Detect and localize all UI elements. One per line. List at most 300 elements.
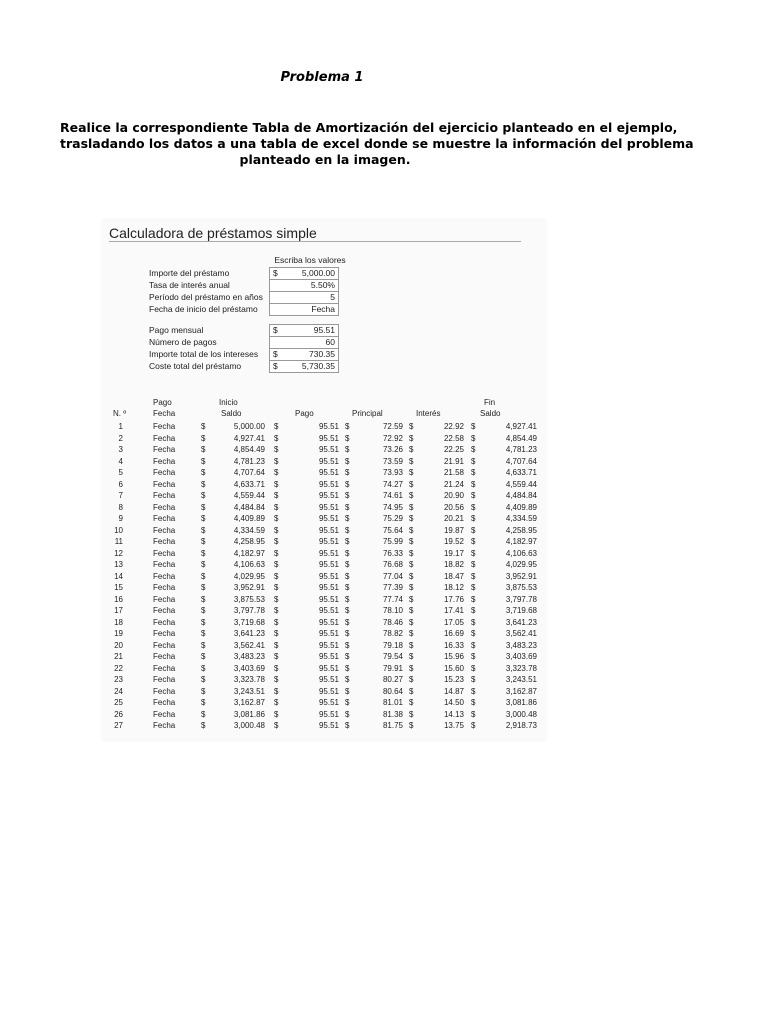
cell-interes: 18.12: [443, 583, 464, 592]
cell-currency: $: [345, 606, 350, 615]
cell-interes: 17.05: [443, 617, 464, 627]
cell-pago: 95.51: [318, 514, 339, 523]
cell-fin-saldo: 3,952.91: [505, 571, 537, 581]
cell-fin-saldo: 4,258.95: [505, 525, 537, 535]
cell-currency: $: [345, 663, 350, 673]
table-row: [109, 422, 539, 434]
cell-saldo: 4,029.95: [233, 571, 265, 581]
cell-pago: 95.51: [318, 445, 339, 454]
cell-currency: $: [409, 606, 414, 615]
cell-fin-saldo: 3,243.51: [505, 675, 537, 684]
param-label: Fecha de inicio del préstamo: [149, 304, 258, 314]
cell-fin-saldo: 3,641.23: [505, 617, 537, 627]
param-label: Importe del préstamo: [149, 268, 230, 278]
param-label: Número de pagos: [149, 337, 217, 347]
cell-principal: 81.38: [382, 709, 403, 719]
input-row: [149, 268, 449, 279]
cell-fin-saldo: 3,562.41: [505, 629, 537, 638]
cell-pago: 95.51: [318, 525, 339, 535]
cell-fecha: Fecha: [153, 491, 176, 500]
loan-calculator-image: [101, 218, 547, 742]
cell-fecha: Fecha: [153, 709, 176, 719]
cell-num: 24: [114, 686, 123, 696]
cell-currency: $: [409, 502, 414, 512]
cell-currency: $: [274, 468, 279, 477]
cell-interes: 19.17: [443, 548, 464, 558]
table-row: [109, 572, 539, 584]
output-row: [149, 361, 449, 372]
header-fin-saldo: Saldo: [480, 409, 501, 418]
cell-currency: $: [274, 583, 279, 592]
cell-interes: 15.96: [443, 652, 464, 661]
cell-currency: $: [274, 606, 279, 615]
table-row: [109, 675, 539, 687]
cell-currency: $: [471, 686, 476, 696]
cell-currency: $: [201, 422, 206, 431]
cell-currency: $: [201, 640, 206, 650]
cell-principal: 74.61: [382, 491, 403, 500]
cell-currency: $: [201, 433, 206, 443]
cell-currency: $: [471, 652, 476, 661]
cell-currency: $: [201, 698, 206, 707]
cell-currency: $: [345, 617, 350, 627]
cell-principal: 72.92: [382, 433, 403, 443]
cell-num: 11: [114, 537, 123, 546]
page-title: Problema 1: [280, 70, 364, 85]
table-row: [109, 641, 539, 653]
cell-currency: $: [201, 514, 206, 523]
param-label: Período del préstamo en años: [149, 292, 263, 302]
cell-currency: $: [274, 675, 279, 684]
table-row: [109, 687, 539, 699]
cell-num: 25: [114, 698, 123, 707]
cell-fecha: Fecha: [153, 433, 176, 443]
cell-currency: $: [409, 675, 414, 684]
cell-pago: 95.51: [318, 422, 339, 431]
cell-currency: $: [409, 514, 414, 523]
cell-saldo: 4,559.44: [233, 491, 265, 500]
table-row: [109, 698, 539, 710]
table-row: [109, 710, 539, 722]
param-value: 60: [325, 337, 335, 347]
cell-pago: 95.51: [318, 629, 339, 638]
cell-principal: 80.27: [382, 675, 403, 684]
cell-currency: $: [345, 629, 350, 638]
cell-currency: $: [345, 640, 350, 650]
cell-currency: $: [201, 629, 206, 638]
header-num: N. º: [113, 409, 127, 418]
cell-currency: $: [471, 606, 476, 615]
cell-saldo: 3,875.53: [233, 594, 265, 604]
cell-num: 13: [114, 560, 123, 569]
cell-interes: 22.25: [443, 445, 464, 454]
cell-currency: $: [345, 468, 350, 477]
cell-principal: 78.46: [382, 617, 403, 627]
param-cell: [269, 360, 339, 373]
cell-currency: $: [201, 594, 206, 604]
cell-interes: 21.24: [443, 479, 464, 489]
cell-interes: 21.58: [443, 468, 464, 477]
cell-currency: $: [201, 491, 206, 500]
cell-currency: $: [274, 721, 279, 730]
cell-fin-saldo: 4,927.41: [505, 422, 537, 431]
cell-fin-saldo: 3,403.69: [505, 652, 537, 661]
input-row: [149, 280, 449, 291]
cell-currency: $: [409, 433, 414, 443]
table-row: [109, 537, 539, 549]
cell-currency: $: [274, 502, 279, 512]
cell-pago: 95.51: [318, 537, 339, 546]
cell-currency: $: [345, 560, 350, 569]
cell-currency: $: [471, 640, 476, 650]
cell-currency: $: [201, 525, 206, 535]
cell-currency: $: [201, 606, 206, 615]
cell-principal: 72.59: [382, 422, 403, 431]
cell-fecha: Fecha: [153, 629, 176, 638]
cell-currency: $: [471, 456, 476, 466]
cell-currency: $: [345, 698, 350, 707]
cell-currency: $: [274, 537, 279, 546]
cell-currency: $: [274, 548, 279, 558]
cell-saldo: 3,641.23: [233, 629, 265, 638]
output-row: [149, 325, 449, 336]
cell-pago: 95.51: [318, 640, 339, 650]
cell-num: 4: [118, 456, 123, 466]
header-pago: Pago: [295, 409, 314, 418]
cell-currency: $: [201, 686, 206, 696]
cell-currency: $: [201, 675, 206, 684]
input-header: Escriba los valores: [274, 255, 346, 265]
param-currency: $: [273, 361, 278, 371]
cell-currency: $: [274, 571, 279, 581]
cell-saldo: 3,243.51: [233, 686, 265, 696]
param-currency: $: [273, 349, 278, 359]
cell-pago: 95.51: [318, 698, 339, 707]
cell-fecha: Fecha: [153, 468, 176, 477]
cell-num: 3: [118, 445, 123, 454]
cell-principal: 76.33: [382, 548, 403, 558]
cell-currency: $: [201, 571, 206, 581]
table-row: [109, 491, 539, 503]
cell-interes: 20.90: [443, 491, 464, 500]
cell-fin-saldo: 4,409.89: [505, 502, 537, 512]
cell-currency: $: [274, 652, 279, 661]
cell-fecha: Fecha: [153, 479, 176, 489]
cell-currency: $: [471, 663, 476, 673]
cell-currency: $: [345, 491, 350, 500]
cell-principal: 81.01: [382, 698, 403, 707]
param-label: Importe total de los intereses: [149, 349, 259, 359]
cell-interes: 18.47: [443, 571, 464, 581]
cell-pago: 95.51: [318, 652, 339, 661]
cell-num: 21: [114, 652, 123, 661]
cell-interes: 19.52: [443, 537, 464, 546]
cell-num: 14: [114, 571, 123, 581]
cell-saldo: 4,707.64: [233, 468, 265, 477]
param-label: Tasa de interés anual: [149, 280, 230, 290]
cell-saldo: 3,797.78: [233, 606, 265, 615]
table-row: [109, 468, 539, 480]
param-value: 5.50%: [310, 280, 335, 290]
cell-num: 20: [114, 640, 123, 650]
cell-num: 5: [118, 468, 123, 477]
cell-currency: $: [409, 445, 414, 454]
cell-pago: 95.51: [318, 617, 339, 627]
cell-currency: $: [409, 594, 414, 604]
cell-interes: 15.60: [443, 663, 464, 673]
cell-principal: 77.74: [382, 594, 403, 604]
cell-fin-saldo: 3,875.53: [505, 583, 537, 592]
cell-currency: $: [274, 491, 279, 500]
table-row: [109, 595, 539, 607]
cell-saldo: 3,562.41: [233, 640, 265, 650]
cell-interes: 19.87: [443, 525, 464, 535]
param-value: Fecha: [311, 304, 335, 314]
cell-currency: $: [274, 433, 279, 443]
param-value: 5,000.00: [301, 268, 335, 278]
cell-currency: $: [274, 514, 279, 523]
cell-pago: 95.51: [318, 663, 339, 673]
cell-fecha: Fecha: [153, 445, 176, 454]
cell-fecha: Fecha: [153, 617, 176, 627]
cell-num: 27: [114, 721, 123, 730]
cell-currency: $: [471, 445, 476, 454]
cell-saldo: 4,484.84: [233, 502, 265, 512]
cell-currency: $: [409, 652, 414, 661]
cell-currency: $: [345, 721, 350, 730]
cell-fecha: Fecha: [153, 686, 176, 696]
header-saldo: Saldo: [221, 409, 242, 418]
table-row: [109, 583, 539, 595]
cell-pago: 95.51: [318, 456, 339, 466]
cell-currency: $: [201, 479, 206, 489]
cell-interes: 22.58: [443, 433, 464, 443]
cell-currency: $: [409, 525, 414, 535]
table-row: [109, 721, 539, 733]
cell-currency: $: [471, 617, 476, 627]
cell-num: 8: [118, 502, 123, 512]
cell-principal: 73.59: [382, 456, 403, 466]
cell-num: 7: [118, 491, 123, 500]
cell-num: 6: [118, 479, 123, 489]
cell-fin-saldo: 3,483.23: [505, 640, 537, 650]
cell-principal: 79.54: [382, 652, 403, 661]
cell-num: 22: [114, 663, 123, 673]
table-row: [109, 629, 539, 641]
cell-currency: $: [274, 479, 279, 489]
cell-fin-saldo: 4,781.23: [505, 445, 537, 454]
cell-saldo: 4,781.23: [233, 456, 265, 466]
cell-currency: $: [345, 709, 350, 719]
cell-saldo: 4,258.95: [233, 537, 265, 546]
cell-interes: 17.41: [443, 606, 464, 615]
cell-num: 12: [114, 548, 123, 558]
intro-line: Realice la correspondiente Tabla de Amortización del ejercicio planteado en el ejemplo,: [60, 120, 678, 135]
cell-currency: $: [471, 675, 476, 684]
cell-currency: $: [471, 537, 476, 546]
cell-saldo: 4,409.89: [233, 514, 265, 523]
cell-currency: $: [409, 560, 414, 569]
cell-currency: $: [274, 456, 279, 466]
cell-currency: $: [201, 548, 206, 558]
cell-fin-saldo: 3,323.78: [505, 663, 537, 673]
cell-currency: $: [409, 698, 414, 707]
cell-fin-saldo: 4,182.97: [505, 537, 537, 546]
cell-currency: $: [201, 560, 206, 569]
cell-principal: 75.99: [382, 537, 403, 546]
cell-principal: 75.29: [382, 514, 403, 523]
cell-pago: 95.51: [318, 491, 339, 500]
cell-fin-saldo: 4,106.63: [505, 548, 537, 558]
cell-currency: $: [274, 663, 279, 673]
cell-saldo: 4,182.97: [233, 548, 265, 558]
cell-saldo: 3,323.78: [233, 675, 265, 684]
cell-pago: 95.51: [318, 571, 339, 581]
header-fin-top: Fin: [484, 398, 496, 407]
cell-principal: 76.68: [382, 560, 403, 569]
cell-principal: 73.93: [382, 468, 403, 477]
table-row: [109, 457, 539, 469]
cell-currency: $: [409, 548, 414, 558]
cell-principal: 77.04: [382, 571, 403, 581]
table-row: [109, 618, 539, 630]
cell-currency: $: [471, 479, 476, 489]
cell-pago: 95.51: [318, 709, 339, 719]
cell-interes: 17.76: [443, 594, 464, 604]
cell-currency: $: [471, 548, 476, 558]
cell-currency: $: [345, 537, 350, 546]
cell-currency: $: [345, 456, 350, 466]
table-row: [109, 514, 539, 526]
cell-currency: $: [201, 617, 206, 627]
cell-interes: 22.92: [443, 422, 464, 431]
cell-pago: 95.51: [318, 594, 339, 604]
cell-pago: 95.51: [318, 479, 339, 489]
cell-currency: $: [409, 721, 414, 730]
cell-saldo: 4,106.63: [233, 560, 265, 569]
cell-principal: 77.39: [382, 583, 403, 592]
header-principal: Principal: [352, 409, 383, 418]
cell-interes: 20.21: [443, 514, 464, 523]
cell-currency: $: [345, 433, 350, 443]
cell-fecha: Fecha: [153, 422, 176, 431]
cell-currency: $: [409, 640, 414, 650]
cell-currency: $: [274, 560, 279, 569]
cell-currency: $: [471, 629, 476, 638]
cell-currency: $: [409, 537, 414, 546]
cell-saldo: 4,854.49: [233, 445, 265, 454]
table-row: [109, 664, 539, 676]
table-row: [109, 606, 539, 618]
cell-fecha: Fecha: [153, 652, 176, 661]
cell-currency: $: [409, 686, 414, 696]
cell-currency: $: [471, 698, 476, 707]
cell-currency: $: [201, 537, 206, 546]
cell-saldo: 4,633.71: [233, 479, 265, 489]
cell-currency: $: [409, 629, 414, 638]
cell-currency: $: [409, 479, 414, 489]
cell-pago: 95.51: [318, 560, 339, 569]
cell-currency: $: [274, 698, 279, 707]
cell-saldo: 3,162.87: [233, 698, 265, 707]
cell-currency: $: [409, 422, 414, 431]
cell-principal: 78.82: [382, 629, 403, 638]
cell-currency: $: [274, 709, 279, 719]
cell-currency: $: [201, 502, 206, 512]
cell-num: 2: [118, 433, 123, 443]
cell-interes: 14.87: [443, 686, 464, 696]
cell-fin-saldo: 3,000.48: [505, 709, 537, 719]
cell-fecha: Fecha: [153, 640, 176, 650]
cell-fecha: Fecha: [153, 502, 176, 512]
cell-fecha: Fecha: [153, 606, 176, 615]
cell-currency: $: [345, 571, 350, 581]
cell-interes: 14.50: [443, 698, 464, 707]
cell-currency: $: [471, 468, 476, 477]
cell-fin-saldo: 4,633.71: [505, 468, 537, 477]
table-row: [109, 526, 539, 538]
cell-currency: $: [409, 709, 414, 719]
cell-pago: 95.51: [318, 548, 339, 558]
cell-saldo: 3,403.69: [233, 663, 265, 673]
cell-fecha: Fecha: [153, 537, 176, 546]
cell-currency: $: [345, 652, 350, 661]
cell-saldo: 3,483.23: [233, 652, 265, 661]
cell-fin-saldo: 4,029.95: [505, 560, 537, 569]
cell-currency: $: [201, 468, 206, 477]
cell-currency: $: [471, 583, 476, 592]
header-fecha: Fecha: [153, 409, 176, 418]
param-value: 95.51: [313, 325, 335, 335]
cell-currency: $: [409, 468, 414, 477]
cell-fecha: Fecha: [153, 548, 176, 558]
cell-fecha: Fecha: [153, 514, 176, 523]
cell-interes: 21.91: [443, 456, 464, 466]
cell-fecha: Fecha: [153, 721, 176, 730]
cell-currency: $: [409, 583, 414, 592]
table-row: [109, 503, 539, 515]
cell-fin-saldo: 3,797.78: [505, 594, 537, 604]
table-row: [109, 549, 539, 561]
cell-currency: $: [201, 583, 206, 592]
cell-interes: 13.75: [443, 721, 464, 730]
cell-currency: $: [201, 652, 206, 661]
cell-interes: 14.13: [443, 709, 464, 719]
cell-saldo: 3,000.48: [233, 721, 265, 730]
param-value: 5,730.35: [301, 361, 335, 371]
cell-fecha: Fecha: [153, 456, 176, 466]
cell-num: 18: [114, 617, 123, 627]
cell-principal: 80.64: [382, 686, 403, 696]
cell-saldo: 3,952.91: [233, 583, 265, 592]
cell-currency: $: [274, 686, 279, 696]
cell-principal: 79.91: [382, 663, 403, 673]
header-inicio-top: Inicio: [219, 398, 238, 407]
cell-currency: $: [345, 686, 350, 696]
cell-currency: $: [274, 640, 279, 650]
cell-currency: $: [345, 479, 350, 489]
cell-currency: $: [471, 491, 476, 500]
cell-num: 23: [114, 675, 123, 684]
cell-num: 16: [114, 594, 123, 604]
cell-currency: $: [274, 594, 279, 604]
cell-currency: $: [345, 548, 350, 558]
title-divider: [109, 241, 521, 242]
intro-paragraph: [60, 120, 694, 168]
cell-pago: 95.51: [318, 686, 339, 696]
cell-currency: $: [471, 721, 476, 730]
cell-principal: 75.64: [382, 525, 403, 535]
